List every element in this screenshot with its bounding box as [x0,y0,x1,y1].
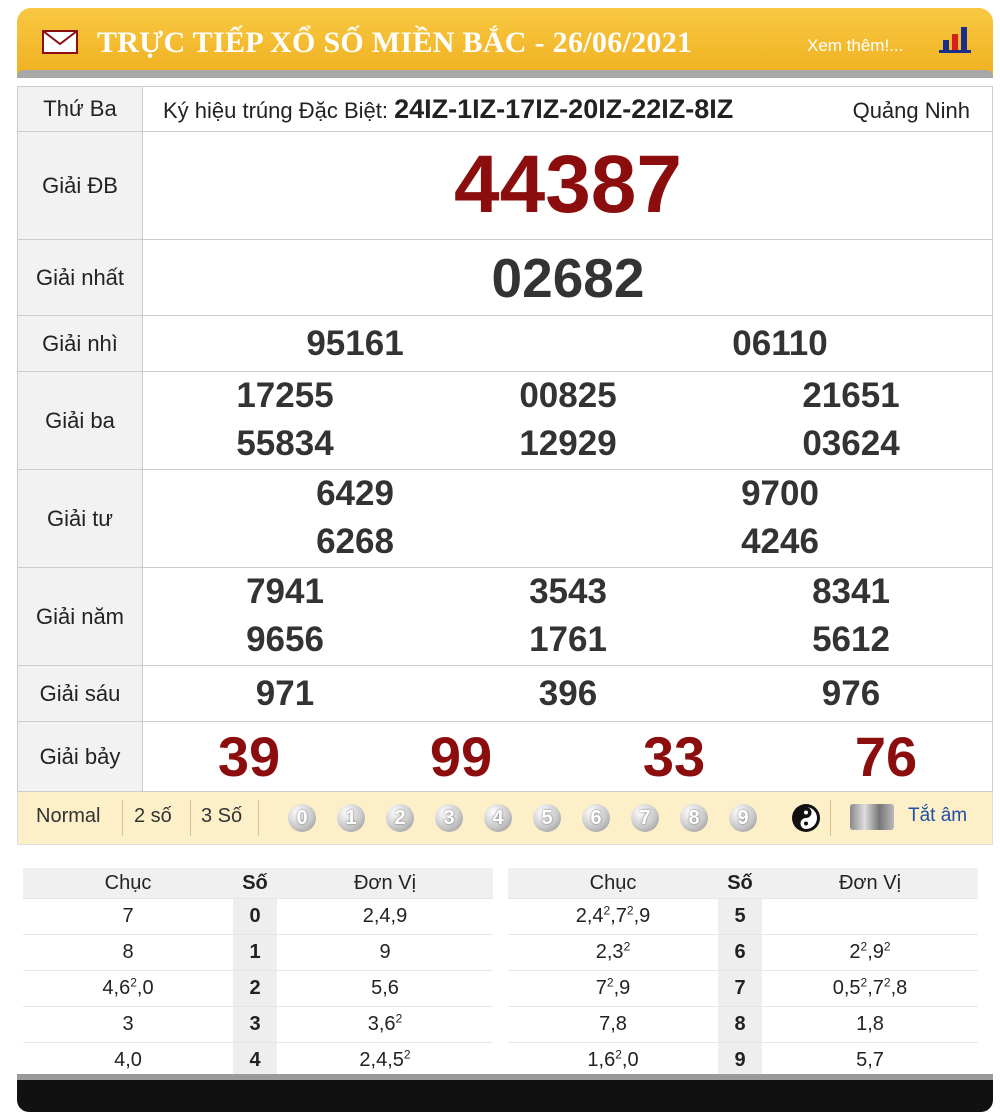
loto-chuc: $2,3^2$ [508,935,718,971]
digit-ball-6[interactable]: 6 [582,804,610,832]
tab-divider [258,800,259,836]
col-header-donvi: Đơn Vị [762,868,978,899]
special-code-label: Ký hiệu trúng Đặc Biệt: [163,97,389,123]
prize-label-4: Giải tư [18,470,143,568]
loto-row [23,899,493,935]
digit-ball-3[interactable]: 3 [435,804,463,832]
prize-row-5 [18,568,993,666]
digit-ball-9[interactable]: 9 [729,804,757,832]
prize-number: 7941 [246,572,324,611]
loto-chuc: $1,6^2,0$ [508,1043,718,1079]
digit-ball-2[interactable]: 2 [386,804,414,832]
header-divider [17,70,993,78]
prize-row-1 [18,240,993,316]
footer-bar [17,1074,993,1112]
prize-number: 95161 [306,324,404,363]
tab-3-so[interactable]: 3 Số [201,805,243,827]
tab-divider [122,800,123,836]
loto-row [508,935,978,971]
loto-chuc: 4,0 [23,1043,233,1079]
loto-donvi: 1,8 [762,1007,978,1043]
loto-so: 9 [718,1043,762,1079]
controls-bar [17,792,993,845]
prize-number: 9656 [246,620,324,659]
prize-row-db [18,132,993,240]
loto-chuc: $2,4^2,7^2,9$ [508,899,718,935]
loto-chuc: 7,8 [508,1007,718,1043]
stats-chart-icon[interactable] [937,24,973,54]
col-header-so: Số [718,868,762,899]
info-row [18,87,993,132]
prize-label-1: Giải nhất [18,240,143,316]
loto-donvi: 5,7 [762,1043,978,1079]
prize-label-3: Giải ba [18,372,143,470]
loto-donvi: $3,6^2$ [277,1007,493,1043]
loto-so: 3 [233,1007,277,1043]
special-code-value: 24IZ-1IZ-17IZ-20IZ-22IZ-8IZ [394,93,734,124]
loto-donvi [762,899,978,935]
col-header-chuc: Chục [508,868,718,899]
prize-number: 33 [642,725,706,788]
prize-number: 976 [821,674,881,713]
loto-rows-right [508,899,978,1079]
loto-row [23,1007,493,1043]
loto-donvi: $2^2,9^2$ [762,935,978,971]
prize-row-3 [18,372,993,470]
digit-ball-1[interactable]: 1 [337,804,365,832]
prize-number: 55834 [236,424,334,463]
loto-chuc: $4,6^2,0$ [23,971,233,1007]
prize-label-7: Giải bảy [18,722,143,792]
prize-label-2: Giải nhì [18,316,143,372]
prize-number: 9700 [741,474,819,513]
loto-row [508,1007,978,1043]
prize-number: 06110 [732,324,828,363]
loto-chuc: 8 [23,935,233,971]
prize-number: 02682 [491,247,645,309]
loto-chuc: $7^2,9$ [508,971,718,1007]
digit-ball-5[interactable]: 5 [533,804,561,832]
day-label: Thứ Ba [18,87,143,132]
page-title: TRỰC TIẾP XỔ SỐ MIỀN BẮC - 26/06/2021 [97,26,693,59]
prize-number: 00825 [519,376,617,415]
prize-row-6 [18,666,993,722]
prize-number: 03624 [802,424,900,463]
loto-donvi: 2,4,5$^2$ [277,1043,493,1079]
digit-ball-4[interactable]: 4 [484,804,512,832]
results-table [17,86,993,792]
prize-number: 8341 [812,572,890,611]
prize-label-5: Giải năm [18,568,143,666]
prize-number: 3543 [529,572,607,611]
envelope-icon [42,30,78,54]
lottery-panel [17,8,993,845]
loto-so: 8 [718,1007,762,1043]
prize-number: 39 [217,725,281,788]
col-header-donvi: Đơn Vị [277,868,493,899]
prize-number: 21651 [802,376,900,415]
header-bar [17,8,993,78]
special-code-cell [143,87,993,132]
loto-table-right [508,868,978,1079]
digit-ball-0[interactable]: 0 [288,804,316,832]
prize-number: 4246 [741,522,819,561]
prize-number: 6429 [316,474,394,513]
tab-divider [190,800,191,836]
loto-so: 7 [718,971,762,1007]
loto-donvi: $0,5^2,7^2,8$ [762,971,978,1007]
loto-rows-left [23,899,493,1079]
yin-yang-icon[interactable] [792,804,820,832]
loto-so: 5 [718,899,762,935]
prize-number: 12929 [519,424,617,463]
more-link[interactable]: Xem thêm!... [807,36,904,55]
prize-number: 17255 [236,376,334,415]
tab-normal[interactable]: Normal [36,805,101,827]
loto-so: 2 [233,971,277,1007]
loto-row [508,971,978,1007]
loto-so: 0 [233,899,277,935]
loto-donvi: 5,6 [277,971,493,1007]
loto-row [508,899,978,935]
mute-button[interactable]: Tắt âm [908,805,968,826]
prize-number: 6268 [316,522,394,561]
tab-divider [830,800,831,836]
prize-row-4 [18,470,993,568]
prize-row-2 [18,316,993,372]
province-label: Quảng Ninh [852,98,970,123]
loto-donvi: 2,4,9 [277,899,493,935]
speaker-icon[interactable] [850,804,894,830]
col-header-so: Số [233,868,277,899]
loto-chuc: 3 [23,1007,233,1043]
loto-donvi: 9 [277,935,493,971]
loto-row [23,971,493,1007]
loto-so: 4 [233,1043,277,1079]
tab-2-so[interactable]: 2 số [134,805,172,827]
prize-label-db: Giải ĐB [18,132,143,240]
loto-table-left [23,868,493,1079]
digit-ball-7[interactable]: 7 [631,804,659,832]
loto-chuc: 7 [23,899,233,935]
prize-number: 971 [255,674,315,713]
prize-number: 99 [429,725,493,788]
prize-number: 5612 [812,620,890,659]
col-header-chuc: Chục [23,868,233,899]
prize-number: 44387 [453,139,683,230]
prize-number: 76 [854,725,918,788]
loto-row [23,935,493,971]
prize-number: 396 [538,674,598,713]
loto-so: 6 [718,935,762,971]
digit-ball-8[interactable]: 8 [680,804,708,832]
loto-so: 1 [233,935,277,971]
prize-number: 1761 [529,620,607,659]
prize-row-7 [18,722,993,792]
prize-label-6: Giải sáu [18,666,143,722]
